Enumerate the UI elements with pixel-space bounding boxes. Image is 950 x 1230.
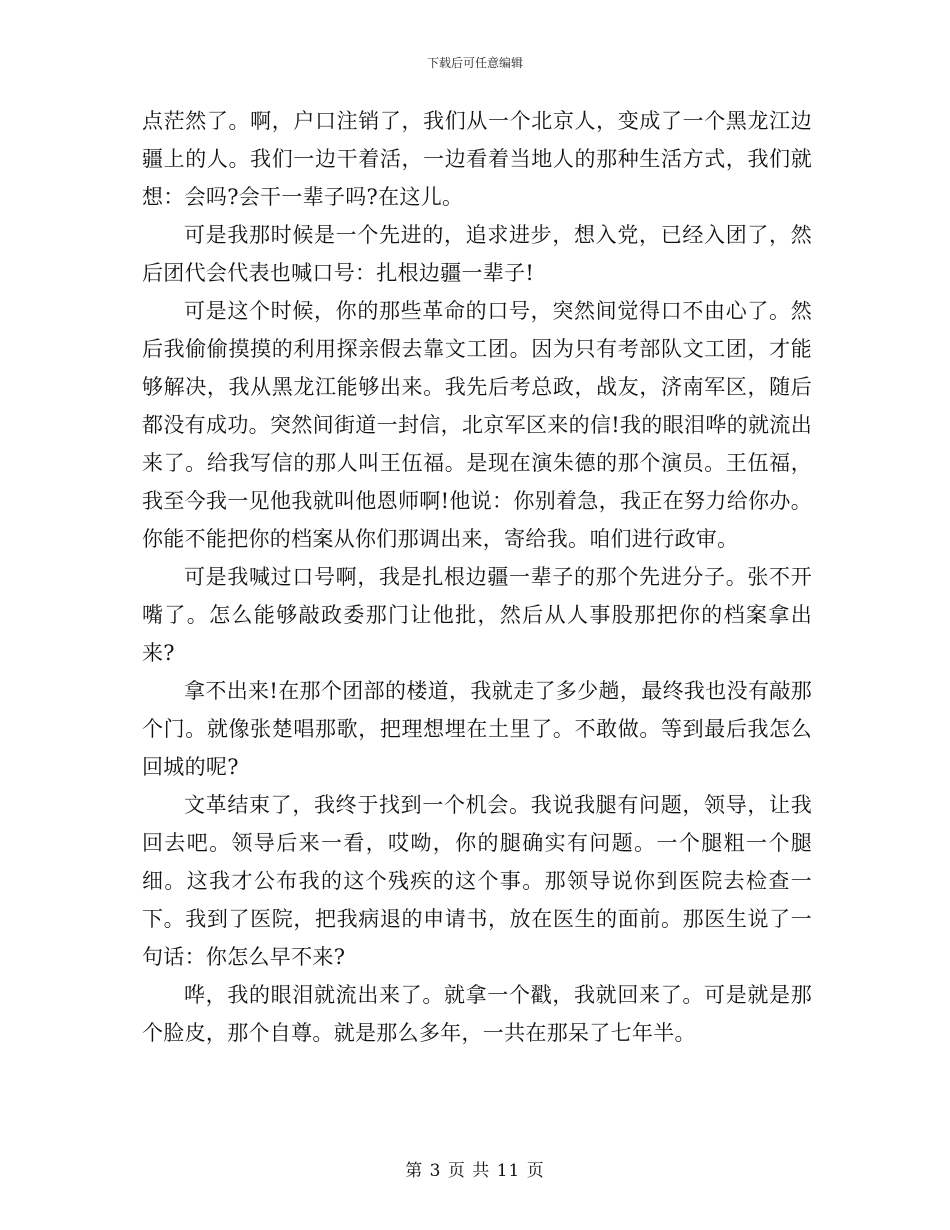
paragraph: 拿不出来!在那个团部的楼道，我就走了多少趟，最终我也没有敲那个门。就像张楚唱那歌，把理想埋在土里了。不敢做。等到最后我怎么回城的呢? xyxy=(142,679,812,779)
paragraph: 可是这个时候，你的那些革命的口号，突然间觉得口不由心了。然后我偷偷摸摸的利用探亲假去靠文工团。因为只有考部队文工团，才能够解决，我从黑龙江能够出来。我先后考总政，战友，济南军区，随后都没有成功。突然间街道一封信，北京军区来的信!我的眼泪哗的就流出来了。给我写信的那人叫王伍福。是现在演朱德的那个演员。王伍福，我至今我一见他我就叫他恩师啊!他说：你别着急，我正在努力给你办。你能不能把你的档案从你们那调出来，寄给我。咱们进行政审。 xyxy=(142,299,812,551)
paragraph-continuation: 点茫然了。啊，户口注销了，我们从一个北京人，变成了一个黑龙江边疆上的人。我们一边干着活，一边看着当地人的那种生活方式，我们就想：会吗?会干一辈子吗?在这儿。 xyxy=(142,109,812,209)
paragraph: 可是我喊过口号啊，我是扎根边疆一辈子的那个先进分子。张不开嘴了。怎么能够敲政委那门让他批，然后从人事股那把你的档案拿出来? xyxy=(142,565,812,665)
paragraph: 文革结束了，我终于找到一个机会。我说我腿有问题，领导，让我回去吧。领导后来一看，哎呦，你的腿确实有问题。一个腿粗一个腿细。这我才公布我的这个残疾的这个事。那领导说你到医院去检查一下。我到了医院，把我病退的申请书，放在医生的面前。那医生说了一句话：你怎么早不来? xyxy=(142,793,812,969)
page-number-footer: 第 3 页 共 11 页 xyxy=(405,1161,545,1181)
paragraph: 哗，我的眼泪就流出来了。就拿一个戳，我就回来了。可是就是那个脸皮，那个自尊。就是那么多年，一共在那呆了七年半。 xyxy=(142,983,812,1045)
paragraph: 可是我那时候是一个先进的，追求进步，想入党，已经入团了，然后团代会代表也喊口号：扎根边疆一辈子! xyxy=(142,223,812,285)
page-header: 下载后可任意编辑 xyxy=(426,56,523,70)
document-body xyxy=(142,102,812,1052)
